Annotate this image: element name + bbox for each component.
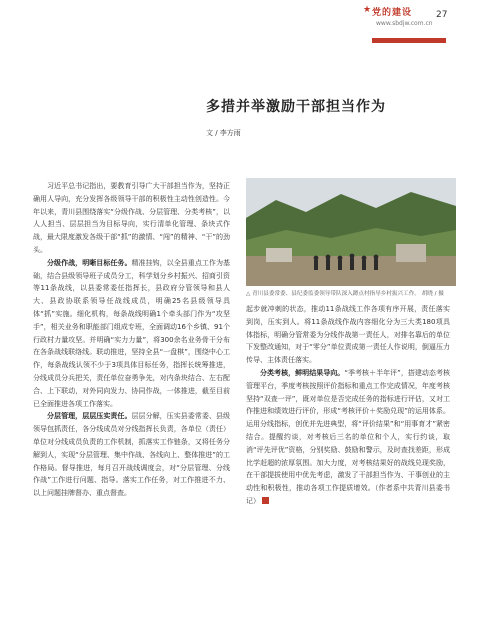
header-accent-bar [372,38,446,43]
masthead [363,5,472,47]
page-number: 27 [436,10,448,20]
section-1-heading: 分级作战，明晰目标任务。 [47,258,132,267]
section-3-heading: 分类考核，鲜明结果导向。 [260,368,345,377]
article-end-mark-icon: ■ [262,497,269,504]
article-author: 文 / 李方雨 [206,129,241,137]
article-title: 多措并举激励干部担当作为 [206,99,386,115]
left-text-column [33,180,230,624]
section-1-paragraph [33,257,230,411]
brand-logo: 党的建设 [372,8,413,18]
section-2-heading: 分层管理，层层压实责任。 [47,412,132,421]
website-url[interactable]: www.sbdjw.com.cn [376,20,433,27]
party-emblem-icon: ★ [363,5,372,15]
section-3-paragraph [246,367,450,508]
section-2-text: 层层分解，压实县委常委、县级领导包抓责任，各分线成员对分线指挥长负责，各单位（责任）单位对分线成员负责的工作机制，抓落实工作链条，又将任务分解到人，实现“分层管理、集中作战、各线向上、整体推进”的工作格局。督导推进，每月召开战线调度会，对“分层管理、分线作战”工作进行问题、指导。落实工作任务，对工作推进不力、以上问题挂牌督办、重点督查。 [33,412,230,498]
right-continuation-paragraph: 起步就冲刺的状态，推动11条战线工作各项有序开展，责任落实到岗，压实到人。将11条战线作战内容细化分为三大类180项具体指标，明确分管常委为分线作战第一责任人，对排名靠后的单位下发整改通知，对于“零分”单位责成第一责任人作说明，倒逼压力传导、主体责任落实。 [246,305,450,365]
section-1-text: 精准挂钩，以全县重点工作为基础，结合县级领导班子成员分工，科学划分乡村振兴、招商引资等11条战线，以县委常委任指挥长，县政府分管领导和县人大、县政协联系领导任战线成员，明确25名县级领导具体“抓”实施。细化机构，每条战线明确1个牵头部门作为“攻坚手”，相关业务和职能部门组成专班，全面调动16个乡镇、91个行政村力量攻坚。并明确“实力力量”，将300余名业务骨干分布在各条战线联络线。联动推进，坚持全县“一盘棋”，围绕中心工作，每条战线认领不少于3项具体目标任务，指挥长统筹推进，分线成员分兵把关，责任单位奋勇争先，对内条块结合、左右配合、上下联动，对外同向发力、协同作战，一体推进，截至目前已全面推进各项工作落实。 [33,258,230,408]
photo-caption: △ 青川县委常委、县纪委监委领导带队深入蹲点村指导乡村振兴工作。 胡晓 / 摄 [246,291,444,297]
section-3-text: “季考核＋半年评”，搭建动态考核管理平台，季度考核按照评价指标和重点工作完成情况，年度考核坚持“双查一评”，既对单位是否完成任务的指标进行评估，又对工作推进和绩效进行评价，形成“考核评价＋奖励兑现”的运用体系。运用分线指标，创优并先进典型，将“评价结果”和“用事育才”紧密结合。提醒约谈，对考核后三名的单位和个人，实行约谈，取消“评先评优”资格，分别奖励、鼓励和警示，及时查找差距，形成比学赶超的浓厚氛围。加大力度，对考核结果好的战线兑现奖励，在干部提拔使用中优先考虑，激发了干部担当作为、干事创业的主动性和积极性，推动各项工作提质增效。（作者系中共青川县委书记） [246,368,450,505]
right-text-column [246,303,450,633]
section-2-paragraph [33,410,230,500]
intro-paragraph: 习近平总书记指出，要教育引导广大干部担当作为，坚持正确用人导向，充分发挥各级领导干部的积极性主动性创造性。今年以来，青川县围绕落实“分级作战、分层管理、分类考核”，以人人担当、层层担当为目标导向，实行清单化管理、条块式作战，最大限度激发各级干部“抓”的激情、“闯”的精神、“干”的劲头。 [33,182,230,254]
photo-illustration [246,178,456,286]
article-photo [246,178,456,286]
